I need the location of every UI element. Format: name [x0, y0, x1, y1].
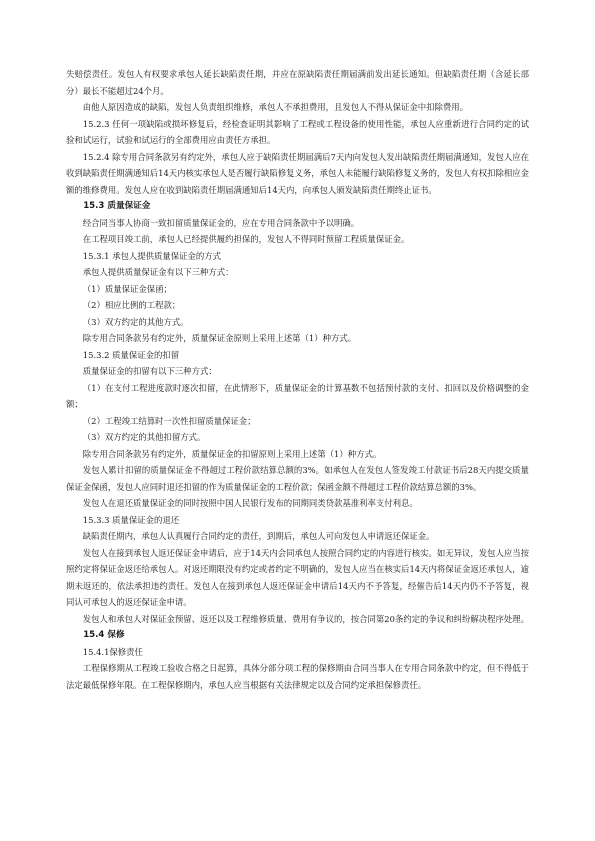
document-body	[66, 66, 529, 693]
paragraph: （3）双方约定的其他方式。	[82, 316, 189, 327]
paragraph: （1）质量保证金保函；	[82, 283, 172, 294]
paragraph: （3）双方约定的其他扣留方式。	[82, 432, 206, 442]
paragraph: 缺陷责任期内，承包人认真履行合同约定的责任，到期后，承包人可向发包人申请返还保证金。	[82, 531, 435, 541]
paragraph: 承包人提供质量保证金有以下三种方式：	[82, 267, 234, 277]
paragraph: 15.3.2 质量保证金的扣留	[82, 349, 180, 360]
paragraph: 在工程项目竣工前，承包人已经提供履约担保的，发包人不得同时预留工程质量保证金。	[82, 234, 410, 244]
paragraph: 15.2.4 除专用合同条款另有约定外，承包人应于缺陷责任期届满后7天内向发包人发出缺陷责任期届满通知，发包人应在收到缺陷责任期满通知后14天内核实承包人是否履行缺陷修复义务，承包人未能履行缺陷修复义务的，发包人有权扣除相应金额的维修费用。发包人应在收到缺陷责任期届满通知后14天内，向承包人颁发缺陷责任期终止证书。	[66, 151, 529, 195]
section-heading: 15.4 保修	[83, 630, 125, 640]
paragraph: 由他人原因造成的缺陷，发包人负责组织维修，承包人不承担费用，且发包人不得从保证金中扣除费用。	[82, 102, 469, 112]
paragraph: 发包人累计扣留的质量保证金不得超过工程价款结算总额的3%。如承包人在发包人签发竣工付款证书后28天内提交质量保证金保函，发包人应同时退还扣留的作为质量保证金的工程价款；保函金额不得超过工程价款结算总额的3%。	[66, 465, 529, 492]
paragraph: 15.2.3 任何一项缺陷或损坏修复后，经检查证明其影响了工程或工程设备的使用性能，承包人应重新进行合同约定的试验和试运行，试验和试运行的全部费用应由责任方承担。	[66, 118, 529, 145]
paragraph: （2）相应比例的工程款；	[82, 300, 181, 310]
paragraph: 发包人在接到承包人返还保证金申请后，应于14天内会同承包人按照合同约定的内容进行核实。如无异议，发包人应当按照约定将保证金返还给承包人。对返还期限没有约定或者约定不明确的，发包人应当在核实后14天内将保证金返还承包人，逾期未返还的，依法承担违约责任。发包人在接到承包人返还保证金申请后14天内不予答复，经催告后14天内仍不予答复，视同认可承包人的返还保证金申请。	[66, 547, 529, 607]
paragraph: 除专用合同条款另有约定外，质量保证金原则上采用上述第（1）种方式。	[82, 333, 357, 343]
paragraph: （2）工程竣工结算时一次性扣留质量保证金；	[82, 415, 256, 426]
paragraph: 15.4.1保修责任	[82, 646, 143, 657]
paragraph: 工程保修期从工程竣工验收合格之日起算，具体分部分项工程的保修期由合同当事人在专用合同条款中约定，但不得低于法定最低保修年限。在工程保修期内，承包人应当根据有关法律规定以及合同约定承担保修责任。	[66, 663, 529, 690]
paragraph: 15.3.1 承包人提供质量保证金的方式	[82, 250, 221, 261]
paragraph: 15.3.3 质量保证金的退还	[82, 514, 180, 525]
paragraph: 失赔偿责任。发包人有权要求承包人延长缺陷责任期，并应在原缺陷责任期届满前发出延长通知。但缺陷责任期（含延长部分）最长不能超过24个月。	[66, 69, 529, 96]
paragraph: 发包人和承包人对保证金预留、返还以及工程维修质量、费用有争议的，按合同第20条约定的争议和纠纷解决程序处理。	[82, 613, 529, 624]
paragraph: 经合同当事人协商一致扣留质量保证金的，应在专用合同条款中予以明确。	[82, 217, 360, 228]
paragraph: 除专用合同条款另有约定外，质量保证金的扣留原则上采用上述第（1）种方式。	[82, 448, 382, 459]
paragraph: 发包人在退还质量保证金的同时按照中国人民银行发布的同期同类贷款基准利率支付利息。	[82, 498, 418, 508]
paragraph: 质量保证金的扣留有以下三种方式：	[82, 366, 217, 376]
section-heading: 15.3 质量保证金	[83, 201, 151, 211]
paragraph: （1）在支付工程进度款时逐次扣留，在此情形下，质量保证金的计算基数不包括预付款的支付、扣回以及价格调整的金额；	[66, 382, 529, 409]
